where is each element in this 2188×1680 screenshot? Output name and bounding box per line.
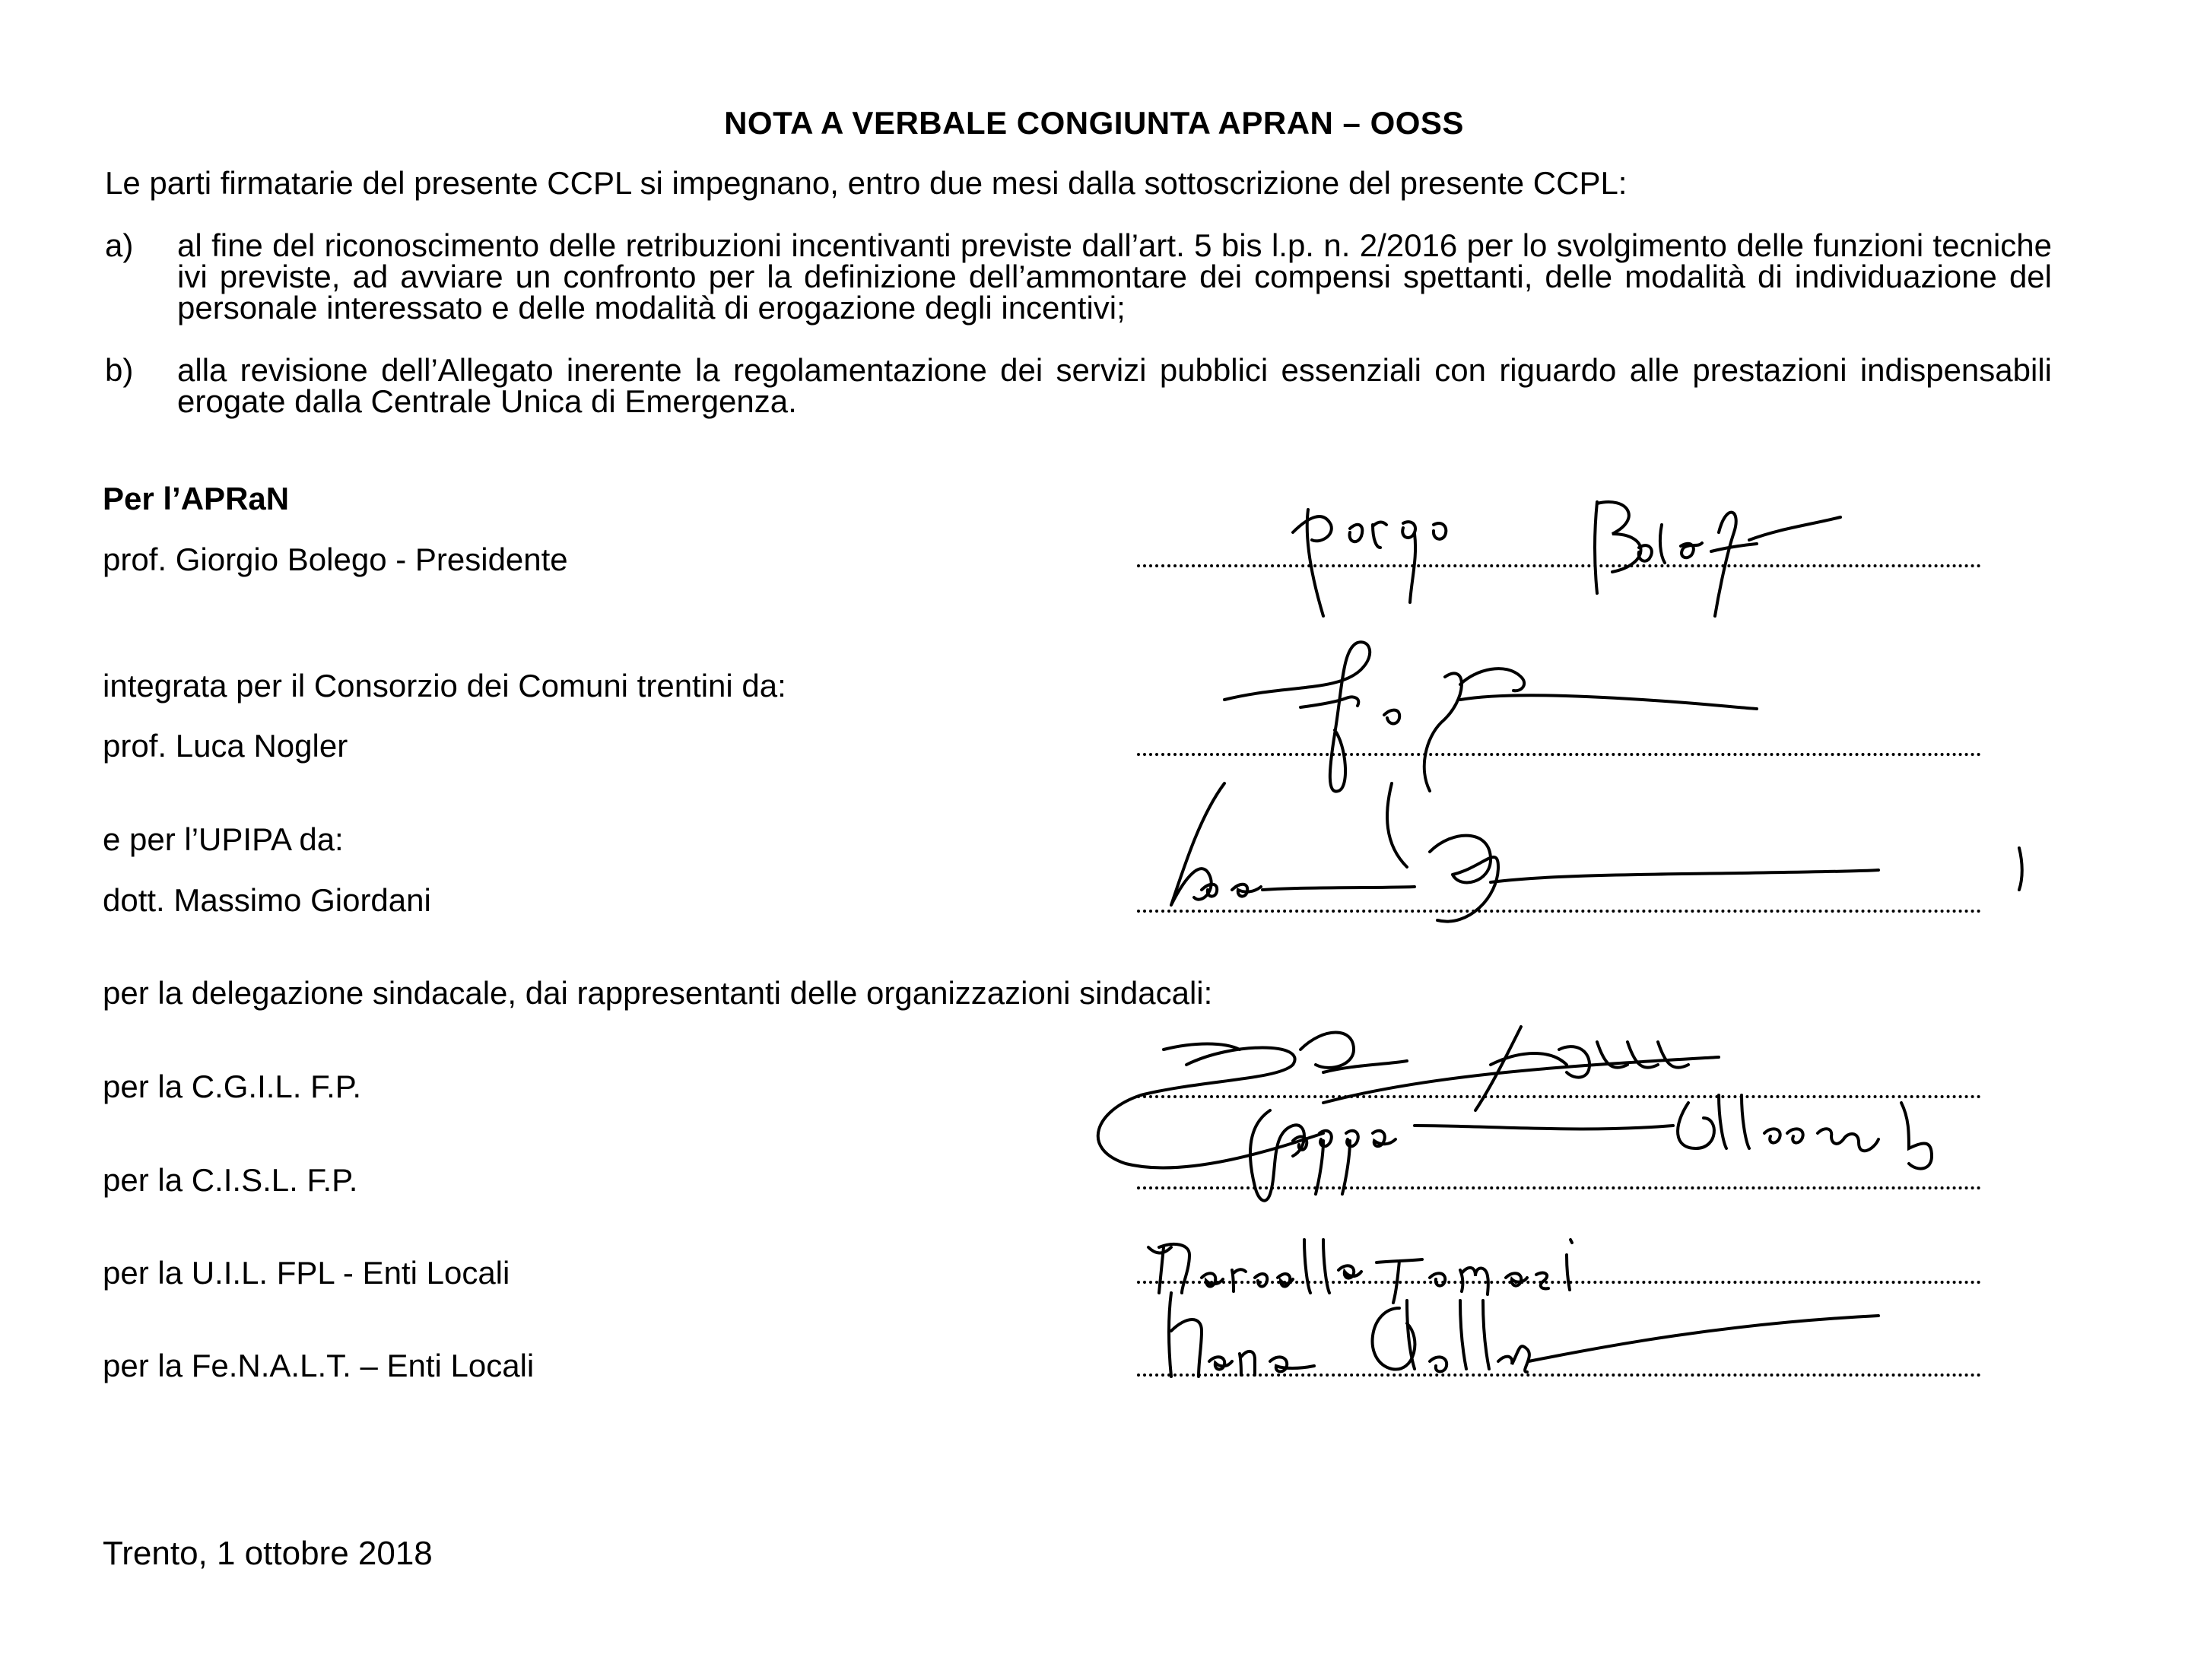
apran-heading: Per l’APRaN [103, 481, 290, 516]
president-label: prof. Giorgio Bolego - Presidente [103, 541, 568, 577]
document-title: NOTA A VERBALE CONGIUNTA APRAN – OOSS [724, 105, 1464, 141]
signature-line-cgil [1137, 1095, 1981, 1098]
signature-line-president [1137, 564, 1981, 567]
cgil-label: per la C.G.I.L. F.P. [103, 1069, 362, 1104]
intro-paragraph [105, 165, 2052, 201]
list-marker-a: a) [105, 227, 134, 263]
list-text-a: al fine del riconoscimento delle retribuzioni incentivanti previste dall’art. 5 bis l.p. n. 2/2016 per lo svolgimento delle funzioni tecniche ivi previste, ad avviare un confronto per la definizione dell’ammontare dei compensi spettanti, delle modalità di individuazione del personale interessato e delle modalità di erogazione degli incentivi; [177, 227, 2052, 326]
signature-giordani [1126, 776, 2038, 943]
list-marker-b: b) [105, 352, 134, 388]
list-item-a [105, 227, 2052, 326]
signature-line-cisl [1137, 1186, 1981, 1189]
consorzio-rep-label: prof. Luca Nogler [103, 728, 348, 764]
signature-cgil-cisl [1095, 1019, 2069, 1209]
signature-bolego [1278, 479, 1901, 631]
signature-uil [1141, 1224, 1825, 1308]
upipa-rep-label: dott. Massimo Giordani [103, 882, 431, 918]
signature-line-uil [1137, 1281, 1981, 1284]
list-text-b: alla revisione dell’Allegato inerente la regolamentazione dei servizi pubblici essenziali con riguardo alle prestazioni indispensabili erogate dalla Centrale Unica di Emergenza. [177, 352, 2052, 419]
consorzio-heading: integrata per il Consorzio dei Comuni trentini da: [103, 668, 786, 703]
intro-text: Le parti firmatarie del presente CCPL si impegnano, entro due mesi dalla sottoscrizione del presente CCPL: [105, 165, 1628, 201]
fenalt-label: per la Fe.N.A.L.T. – Enti Locali [103, 1348, 535, 1383]
signature-fenalt [1148, 1285, 1970, 1384]
signature-nogler [1209, 631, 1818, 814]
upipa-heading: e per l’UPIPA da: [103, 821, 344, 857]
union-heading: per la delegazione sindacale, dai rappresentanti delle organizzazioni sindacali: [103, 975, 1213, 1011]
document-date: Trento, 1 ottobre 2018 [103, 1535, 433, 1572]
signature-line-upipa [1137, 910, 1981, 913]
uil-label: per la U.I.L. FPL - Enti Locali [103, 1255, 510, 1291]
signature-line-consorzio [1137, 753, 1981, 756]
cisl-label: per la C.I.S.L. F.P. [103, 1162, 358, 1198]
list-item-b [105, 354, 2052, 417]
signature-line-fenalt [1137, 1374, 1981, 1377]
